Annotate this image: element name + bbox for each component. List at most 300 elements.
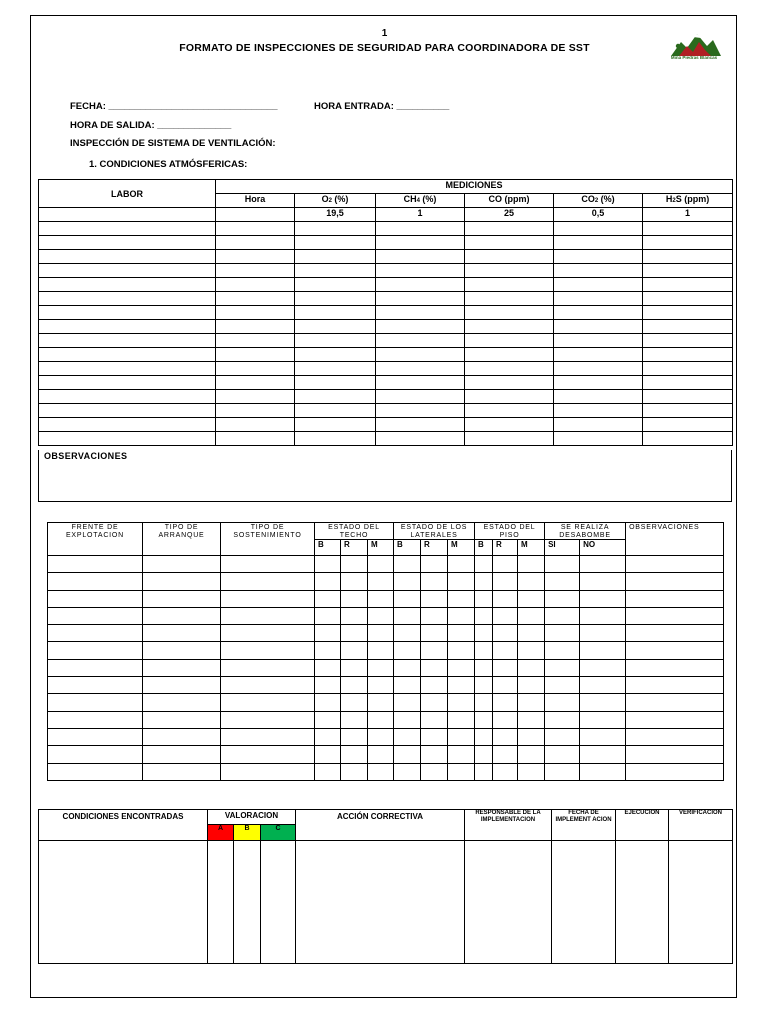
table-cell[interactable] xyxy=(39,390,216,404)
table-cell[interactable] xyxy=(221,746,315,763)
table-cell[interactable] xyxy=(448,746,475,763)
table-cell[interactable] xyxy=(545,642,580,659)
table-cell[interactable] xyxy=(475,659,493,676)
table-cell[interactable] xyxy=(48,573,143,590)
table-cell[interactable] xyxy=(554,376,643,390)
table-cell[interactable] xyxy=(221,573,315,590)
table-cell[interactable] xyxy=(39,404,216,418)
table-cell[interactable] xyxy=(554,250,643,264)
table-cell[interactable] xyxy=(39,362,216,376)
table-cell[interactable] xyxy=(221,659,315,676)
table-cell[interactable] xyxy=(493,642,518,659)
table-cell[interactable] xyxy=(554,236,643,250)
table-cell[interactable] xyxy=(143,746,221,763)
table-cell[interactable] xyxy=(48,590,143,607)
table-cell[interactable] xyxy=(448,642,475,659)
table-cell[interactable] xyxy=(554,320,643,334)
table-cell[interactable] xyxy=(643,306,733,320)
table-cell[interactable] xyxy=(394,573,421,590)
table-cell[interactable] xyxy=(421,573,448,590)
table-cell[interactable] xyxy=(643,432,733,446)
table-cell[interactable] xyxy=(376,292,465,306)
table-cell[interactable] xyxy=(341,607,368,624)
table-cell[interactable] xyxy=(465,278,554,292)
table-cell[interactable] xyxy=(518,625,545,642)
table-cell[interactable] xyxy=(315,659,341,676)
table-cell[interactable] xyxy=(48,642,143,659)
table-cell[interactable] xyxy=(518,746,545,763)
table-cell[interactable] xyxy=(221,677,315,694)
table-cell[interactable] xyxy=(39,264,216,278)
table-cell[interactable] xyxy=(394,677,421,694)
table-cell[interactable] xyxy=(368,607,394,624)
table-cell[interactable] xyxy=(626,763,724,780)
table-cell[interactable] xyxy=(545,746,580,763)
table-cell[interactable] xyxy=(143,677,221,694)
table-cell[interactable] xyxy=(554,348,643,362)
table-cell[interactable] xyxy=(216,348,295,362)
table-cell[interactable] xyxy=(518,694,545,711)
table-cell[interactable] xyxy=(221,590,315,607)
table-cell[interactable] xyxy=(341,556,368,573)
table-cell[interactable] xyxy=(143,607,221,624)
table-cell[interactable] xyxy=(545,659,580,676)
valoracion-a-cell[interactable] xyxy=(208,841,234,964)
verificacion-cell[interactable] xyxy=(669,841,733,964)
table-cell[interactable] xyxy=(545,763,580,780)
table-cell[interactable] xyxy=(143,659,221,676)
table-cell[interactable] xyxy=(493,763,518,780)
table-cell[interactable] xyxy=(554,264,643,278)
table-cell[interactable] xyxy=(368,659,394,676)
table-cell[interactable] xyxy=(465,404,554,418)
table-cell[interactable] xyxy=(643,222,733,236)
table-cell[interactable] xyxy=(368,728,394,745)
table-cell[interactable] xyxy=(493,556,518,573)
table-cell[interactable] xyxy=(448,694,475,711)
table-cell[interactable] xyxy=(221,607,315,624)
table-cell[interactable] xyxy=(421,607,448,624)
table-cell[interactable] xyxy=(518,590,545,607)
table-cell[interactable] xyxy=(643,320,733,334)
table-cell[interactable] xyxy=(341,694,368,711)
table-cell[interactable] xyxy=(341,625,368,642)
table-cell[interactable] xyxy=(421,642,448,659)
table-cell[interactable] xyxy=(216,278,295,292)
table-cell[interactable] xyxy=(475,728,493,745)
table-cell[interactable] xyxy=(394,711,421,728)
table-cell[interactable] xyxy=(221,711,315,728)
table-cell[interactable] xyxy=(48,625,143,642)
table-cell[interactable] xyxy=(465,292,554,306)
table-cell[interactable] xyxy=(554,306,643,320)
table-cell[interactable] xyxy=(643,348,733,362)
table-cell[interactable] xyxy=(545,625,580,642)
table-cell[interactable] xyxy=(465,376,554,390)
table-cell[interactable] xyxy=(626,728,724,745)
table-cell[interactable] xyxy=(143,625,221,642)
table-cell[interactable] xyxy=(295,432,376,446)
table-cell[interactable] xyxy=(554,222,643,236)
table-cell[interactable] xyxy=(545,711,580,728)
table-cell[interactable] xyxy=(376,278,465,292)
table-cell[interactable] xyxy=(39,250,216,264)
table-cell[interactable] xyxy=(376,404,465,418)
table-cell[interactable] xyxy=(394,746,421,763)
table-cell[interactable] xyxy=(221,642,315,659)
table-cell[interactable] xyxy=(221,728,315,745)
table-cell[interactable] xyxy=(580,746,626,763)
table-cell[interactable] xyxy=(448,659,475,676)
table-cell[interactable] xyxy=(493,728,518,745)
table-cell[interactable] xyxy=(475,694,493,711)
table-cell[interactable] xyxy=(216,236,295,250)
table-cell[interactable] xyxy=(39,320,216,334)
table-cell[interactable] xyxy=(341,711,368,728)
table-cell[interactable] xyxy=(580,694,626,711)
table-cell[interactable] xyxy=(475,573,493,590)
table-cell[interactable] xyxy=(216,320,295,334)
table-cell[interactable] xyxy=(643,236,733,250)
table-cell[interactable] xyxy=(448,590,475,607)
table-cell[interactable] xyxy=(580,728,626,745)
table-cell[interactable] xyxy=(626,711,724,728)
table-cell[interactable] xyxy=(376,320,465,334)
table-cell[interactable] xyxy=(448,625,475,642)
table-cell[interactable] xyxy=(626,642,724,659)
table-cell[interactable] xyxy=(341,728,368,745)
table-cell[interactable] xyxy=(341,573,368,590)
table-cell[interactable] xyxy=(493,607,518,624)
table-cell[interactable] xyxy=(39,376,216,390)
table-cell[interactable] xyxy=(368,746,394,763)
table-cell[interactable] xyxy=(554,334,643,348)
fecha-implementacion-cell[interactable] xyxy=(552,841,616,964)
table-cell[interactable] xyxy=(221,763,315,780)
table-cell[interactable] xyxy=(493,659,518,676)
table-cell[interactable] xyxy=(48,763,143,780)
table-cell[interactable] xyxy=(554,390,643,404)
table-cell[interactable] xyxy=(580,659,626,676)
table-cell[interactable] xyxy=(341,590,368,607)
fecha-field[interactable]: FECHA: ________________________________ xyxy=(70,101,278,112)
table-cell[interactable] xyxy=(448,711,475,728)
table-cell[interactable] xyxy=(48,607,143,624)
table-cell[interactable] xyxy=(315,728,341,745)
table-cell[interactable] xyxy=(39,334,216,348)
table-cell[interactable] xyxy=(421,746,448,763)
table-cell[interactable] xyxy=(448,677,475,694)
table-cell[interactable] xyxy=(465,250,554,264)
table-cell[interactable] xyxy=(368,694,394,711)
table-cell[interactable] xyxy=(643,362,733,376)
table-cell[interactable] xyxy=(465,362,554,376)
table-cell[interactable] xyxy=(643,334,733,348)
table-cell[interactable] xyxy=(368,573,394,590)
table-cell[interactable] xyxy=(448,763,475,780)
table-cell[interactable] xyxy=(518,607,545,624)
table-cell[interactable] xyxy=(376,390,465,404)
table-cell[interactable] xyxy=(518,763,545,780)
table-cell[interactable] xyxy=(580,590,626,607)
table-cell[interactable] xyxy=(221,625,315,642)
table-cell[interactable] xyxy=(295,334,376,348)
table-cell[interactable] xyxy=(368,642,394,659)
table-cell[interactable] xyxy=(448,728,475,745)
table-cell[interactable] xyxy=(545,728,580,745)
table-cell[interactable] xyxy=(216,292,295,306)
table-cell[interactable] xyxy=(39,432,216,446)
table-cell[interactable] xyxy=(315,642,341,659)
table-cell[interactable] xyxy=(518,642,545,659)
table-cell[interactable] xyxy=(465,222,554,236)
table-cell[interactable] xyxy=(643,404,733,418)
table-cell[interactable] xyxy=(341,642,368,659)
table-cell[interactable] xyxy=(421,556,448,573)
table-cell[interactable] xyxy=(295,278,376,292)
table-cell[interactable] xyxy=(448,556,475,573)
table-cell[interactable] xyxy=(421,711,448,728)
table-cell[interactable] xyxy=(143,642,221,659)
table-cell[interactable] xyxy=(493,625,518,642)
table-cell[interactable] xyxy=(465,390,554,404)
table-cell[interactable] xyxy=(545,607,580,624)
labor-cell[interactable] xyxy=(39,208,216,222)
table-cell[interactable] xyxy=(221,694,315,711)
table-cell[interactable] xyxy=(39,236,216,250)
table-cell[interactable] xyxy=(295,222,376,236)
table-cell[interactable] xyxy=(143,573,221,590)
table-cell[interactable] xyxy=(493,677,518,694)
table-cell[interactable] xyxy=(580,642,626,659)
table-cell[interactable] xyxy=(475,711,493,728)
table-cell[interactable] xyxy=(493,694,518,711)
table-cell[interactable] xyxy=(315,694,341,711)
table-cell[interactable] xyxy=(39,348,216,362)
table-cell[interactable] xyxy=(216,222,295,236)
table-cell[interactable] xyxy=(216,334,295,348)
table-cell[interactable] xyxy=(421,659,448,676)
table-cell[interactable] xyxy=(626,573,724,590)
table-cell[interactable] xyxy=(315,607,341,624)
table-cell[interactable] xyxy=(376,362,465,376)
table-cell[interactable] xyxy=(448,573,475,590)
table-cell[interactable] xyxy=(295,376,376,390)
table-cell[interactable] xyxy=(295,390,376,404)
table-cell[interactable] xyxy=(295,236,376,250)
table-cell[interactable] xyxy=(143,556,221,573)
table-cell[interactable] xyxy=(341,659,368,676)
table-cell[interactable] xyxy=(394,763,421,780)
table-cell[interactable] xyxy=(475,607,493,624)
observaciones-box[interactable] xyxy=(38,450,732,502)
table-cell[interactable] xyxy=(643,292,733,306)
table-cell[interactable] xyxy=(493,573,518,590)
table-cell[interactable] xyxy=(39,222,216,236)
table-cell[interactable] xyxy=(394,556,421,573)
table-cell[interactable] xyxy=(475,763,493,780)
table-cell[interactable] xyxy=(643,250,733,264)
table-cell[interactable] xyxy=(626,556,724,573)
table-cell[interactable] xyxy=(475,677,493,694)
responsable-cell[interactable] xyxy=(465,841,552,964)
table-cell[interactable] xyxy=(545,677,580,694)
table-cell[interactable] xyxy=(295,348,376,362)
table-cell[interactable] xyxy=(315,763,341,780)
table-cell[interactable] xyxy=(518,711,545,728)
table-cell[interactable] xyxy=(421,728,448,745)
table-cell[interactable] xyxy=(518,677,545,694)
table-cell[interactable] xyxy=(448,607,475,624)
table-cell[interactable] xyxy=(368,711,394,728)
table-cell[interactable] xyxy=(554,362,643,376)
table-cell[interactable] xyxy=(626,677,724,694)
table-cell[interactable] xyxy=(221,556,315,573)
table-cell[interactable] xyxy=(643,264,733,278)
table-cell[interactable] xyxy=(626,694,724,711)
table-cell[interactable] xyxy=(465,306,554,320)
table-cell[interactable] xyxy=(580,556,626,573)
table-cell[interactable] xyxy=(465,334,554,348)
table-cell[interactable] xyxy=(580,677,626,694)
table-cell[interactable] xyxy=(554,278,643,292)
table-cell[interactable] xyxy=(394,625,421,642)
table-cell[interactable] xyxy=(48,728,143,745)
table-cell[interactable] xyxy=(48,677,143,694)
table-cell[interactable] xyxy=(554,404,643,418)
valoracion-c-cell[interactable] xyxy=(261,841,296,964)
table-cell[interactable] xyxy=(368,590,394,607)
table-cell[interactable] xyxy=(643,418,733,432)
table-cell[interactable] xyxy=(465,236,554,250)
table-cell[interactable] xyxy=(315,556,341,573)
hora-entrada-field[interactable]: HORA ENTRADA: __________ xyxy=(314,101,450,112)
table-cell[interactable] xyxy=(465,348,554,362)
table-cell[interactable] xyxy=(48,659,143,676)
table-cell[interactable] xyxy=(421,694,448,711)
table-cell[interactable] xyxy=(216,362,295,376)
table-cell[interactable] xyxy=(143,728,221,745)
hora-salida-field[interactable]: HORA DE SALIDA: ______________ xyxy=(70,120,232,131)
accion-cell[interactable] xyxy=(296,841,465,964)
table-cell[interactable] xyxy=(518,659,545,676)
table-cell[interactable] xyxy=(295,362,376,376)
table-cell[interactable] xyxy=(315,746,341,763)
table-cell[interactable] xyxy=(376,418,465,432)
table-cell[interactable] xyxy=(394,694,421,711)
table-cell[interactable] xyxy=(626,590,724,607)
table-cell[interactable] xyxy=(421,677,448,694)
table-cell[interactable] xyxy=(545,556,580,573)
table-cell[interactable] xyxy=(465,432,554,446)
table-cell[interactable] xyxy=(295,292,376,306)
table-cell[interactable] xyxy=(626,625,724,642)
table-cell[interactable] xyxy=(295,320,376,334)
table-cell[interactable] xyxy=(376,348,465,362)
table-cell[interactable] xyxy=(518,556,545,573)
table-cell[interactable] xyxy=(376,432,465,446)
table-cell[interactable] xyxy=(465,264,554,278)
table-cell[interactable] xyxy=(545,694,580,711)
table-cell[interactable] xyxy=(643,376,733,390)
table-cell[interactable] xyxy=(475,590,493,607)
table-cell[interactable] xyxy=(376,236,465,250)
table-cell[interactable] xyxy=(493,711,518,728)
table-cell[interactable] xyxy=(368,677,394,694)
table-cell[interactable] xyxy=(580,625,626,642)
table-cell[interactable] xyxy=(216,376,295,390)
condiciones-cell[interactable] xyxy=(39,841,208,964)
table-cell[interactable] xyxy=(421,590,448,607)
table-cell[interactable] xyxy=(295,264,376,278)
table-cell[interactable] xyxy=(376,334,465,348)
table-cell[interactable] xyxy=(295,250,376,264)
table-cell[interactable] xyxy=(315,590,341,607)
table-cell[interactable] xyxy=(143,694,221,711)
table-cell[interactable] xyxy=(376,306,465,320)
table-cell[interactable] xyxy=(216,264,295,278)
table-cell[interactable] xyxy=(143,711,221,728)
table-cell[interactable] xyxy=(580,711,626,728)
table-cell[interactable] xyxy=(465,320,554,334)
table-cell[interactable] xyxy=(580,573,626,590)
table-cell[interactable] xyxy=(48,711,143,728)
table-cell[interactable] xyxy=(643,278,733,292)
table-cell[interactable] xyxy=(394,659,421,676)
table-cell[interactable] xyxy=(143,763,221,780)
table-cell[interactable] xyxy=(48,556,143,573)
table-cell[interactable] xyxy=(475,746,493,763)
table-cell[interactable] xyxy=(376,222,465,236)
table-cell[interactable] xyxy=(626,659,724,676)
table-cell[interactable] xyxy=(626,746,724,763)
table-cell[interactable] xyxy=(39,278,216,292)
table-cell[interactable] xyxy=(518,728,545,745)
table-cell[interactable] xyxy=(39,306,216,320)
table-cell[interactable] xyxy=(295,306,376,320)
table-cell[interactable] xyxy=(493,590,518,607)
table-cell[interactable] xyxy=(626,607,724,624)
table-cell[interactable] xyxy=(295,404,376,418)
table-cell[interactable] xyxy=(643,390,733,404)
table-cell[interactable] xyxy=(315,573,341,590)
table-cell[interactable] xyxy=(421,763,448,780)
table-cell[interactable] xyxy=(545,590,580,607)
table-cell[interactable] xyxy=(368,556,394,573)
table-cell[interactable] xyxy=(216,404,295,418)
table-cell[interactable] xyxy=(394,728,421,745)
table-cell[interactable] xyxy=(315,677,341,694)
table-cell[interactable] xyxy=(394,607,421,624)
table-cell[interactable] xyxy=(376,250,465,264)
table-cell[interactable] xyxy=(341,763,368,780)
table-cell[interactable] xyxy=(394,590,421,607)
table-cell[interactable] xyxy=(554,432,643,446)
table-cell[interactable] xyxy=(475,556,493,573)
table-cell[interactable] xyxy=(216,432,295,446)
table-cell[interactable] xyxy=(493,746,518,763)
table-cell[interactable] xyxy=(216,250,295,264)
table-cell[interactable] xyxy=(341,746,368,763)
table-cell[interactable] xyxy=(143,590,221,607)
table-cell[interactable] xyxy=(216,306,295,320)
table-cell[interactable] xyxy=(475,642,493,659)
table-cell[interactable] xyxy=(475,625,493,642)
ejecucion-cell[interactable] xyxy=(616,841,669,964)
table-cell[interactable] xyxy=(368,763,394,780)
table-cell[interactable] xyxy=(48,694,143,711)
table-cell[interactable] xyxy=(315,625,341,642)
